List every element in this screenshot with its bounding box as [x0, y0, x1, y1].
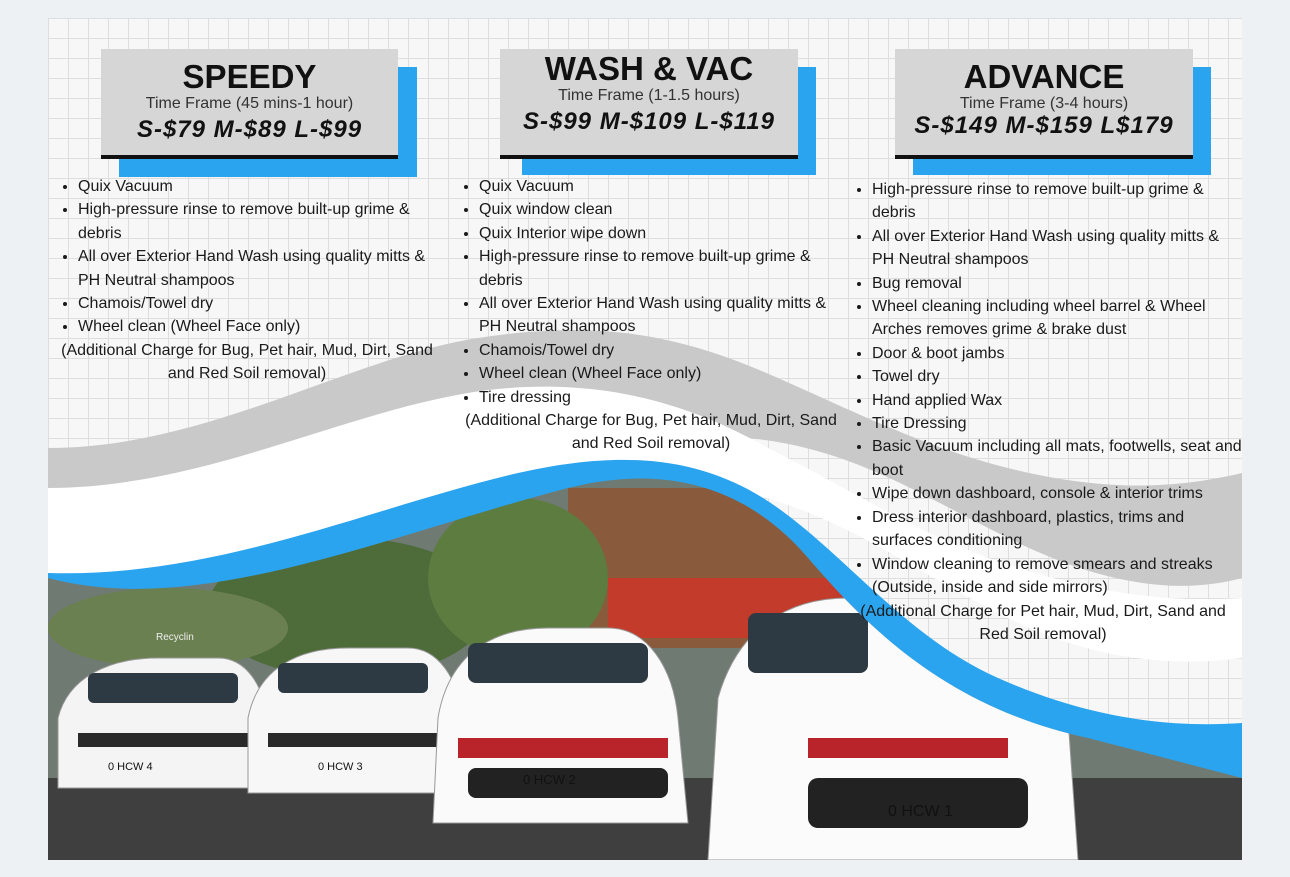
package-title: WASH & VAC	[544, 50, 754, 87]
plate-car-4: 0 HCW 1	[888, 803, 953, 820]
list-item: • High-pressure rinse to remove built-up grime & debris	[479, 245, 851, 292]
list-item: • Chamois/Towel dry	[479, 339, 851, 362]
list-item: • Quix Interior wipe down	[479, 222, 851, 245]
package-title: ADVANCE	[963, 58, 1125, 95]
wash-vac-note: (Additional Charge for Bug, Pet hair, Mud, Dirt, Sand and Red Soil removal)	[465, 412, 837, 453]
price-poster	[48, 18, 1242, 860]
advance-note: (Additional Charge for Pet hair, Mud, Dirt, Sand and Red Soil removal)	[860, 603, 1226, 644]
advance-feature-list	[844, 178, 1242, 599]
plate-car-2: 0 HCW 3	[318, 761, 363, 773]
list-item: • Chamois/Towel dry	[78, 292, 450, 315]
list-item: • Wheel clean (Wheel Face only)	[78, 315, 450, 338]
car-white-1	[58, 658, 273, 788]
package-title: SPEEDY	[182, 58, 317, 95]
header-grey-card	[101, 49, 398, 159]
list-item: • All over Exterior Hand Wash using quality mitts & PH Neutral shampoos	[479, 292, 851, 339]
plate-car-1: 0 HCW 4	[108, 761, 153, 773]
speedy-note: (Additional Charge for Bug, Pet hair, Mud, Dirt, Sand and Red Soil removal)	[61, 342, 433, 383]
list-item: • Tire Dressing	[872, 412, 1242, 435]
header-grey-card	[500, 49, 798, 159]
package-prices: S-$149 M-$159 L$179	[914, 112, 1174, 139]
list-item: • Wheel clean (Wheel Face only)	[479, 362, 851, 385]
speedy-feature-list	[50, 175, 450, 339]
list-item: • All over Exterior Hand Wash using quality mitts & PH Neutral shampoos	[872, 225, 1242, 272]
package-time-frame: Time Frame (3-4 hours)	[959, 95, 1129, 112]
list-item: • Tire dressing	[479, 386, 851, 409]
plate-car-3: 0 HCW 2	[523, 772, 576, 787]
list-item: • High-pressure rinse to remove built-up grime & debris	[872, 178, 1242, 225]
header-grey-card	[895, 49, 1193, 159]
package-prices: S-$79 M-$89 L-$99	[136, 116, 363, 143]
list-item: • Basic Vacuum including all mats, footwells, seat and boot	[872, 435, 1242, 482]
wash-vac-feature-list	[451, 175, 851, 409]
list-item: • High-pressure rinse to remove built-up grime & debris	[78, 198, 450, 245]
list-item: • Door & boot jambs	[872, 342, 1242, 365]
list-item: • Quix Vacuum	[78, 175, 450, 198]
list-item: • All over Exterior Hand Wash using quality mitts & PH Neutral shampoos	[78, 245, 450, 292]
list-item: • Quix window clean	[479, 198, 851, 221]
package-time-frame: Time Frame (1-1.5 hours)	[558, 87, 740, 104]
package-time-frame: Time Frame (45 mins-1 hour)	[145, 95, 354, 112]
list-item: • Wipe down dashboard, console & interior trims	[872, 482, 1242, 505]
list-item: • Hand applied Wax	[872, 389, 1242, 412]
list-item: • Towel dry	[872, 365, 1242, 388]
package-prices: S-$99 M-$109 L-$119	[522, 108, 775, 135]
list-item: • Wheel cleaning including wheel barrel & Wheel Arches removes grime & brake dust	[872, 295, 1242, 342]
list-item: • Quix Vacuum	[479, 175, 851, 198]
list-item: • Bug removal	[872, 272, 1242, 295]
list-item: • Window cleaning to remove smears and streaks (Outside, inside and side mirrors)	[872, 553, 1242, 600]
sign-fragment: Recyclin	[156, 632, 194, 643]
car-white-3	[433, 628, 688, 823]
list-item: • Dress interior dashboard, plastics, trims and surfaces conditioning	[872, 506, 1242, 553]
